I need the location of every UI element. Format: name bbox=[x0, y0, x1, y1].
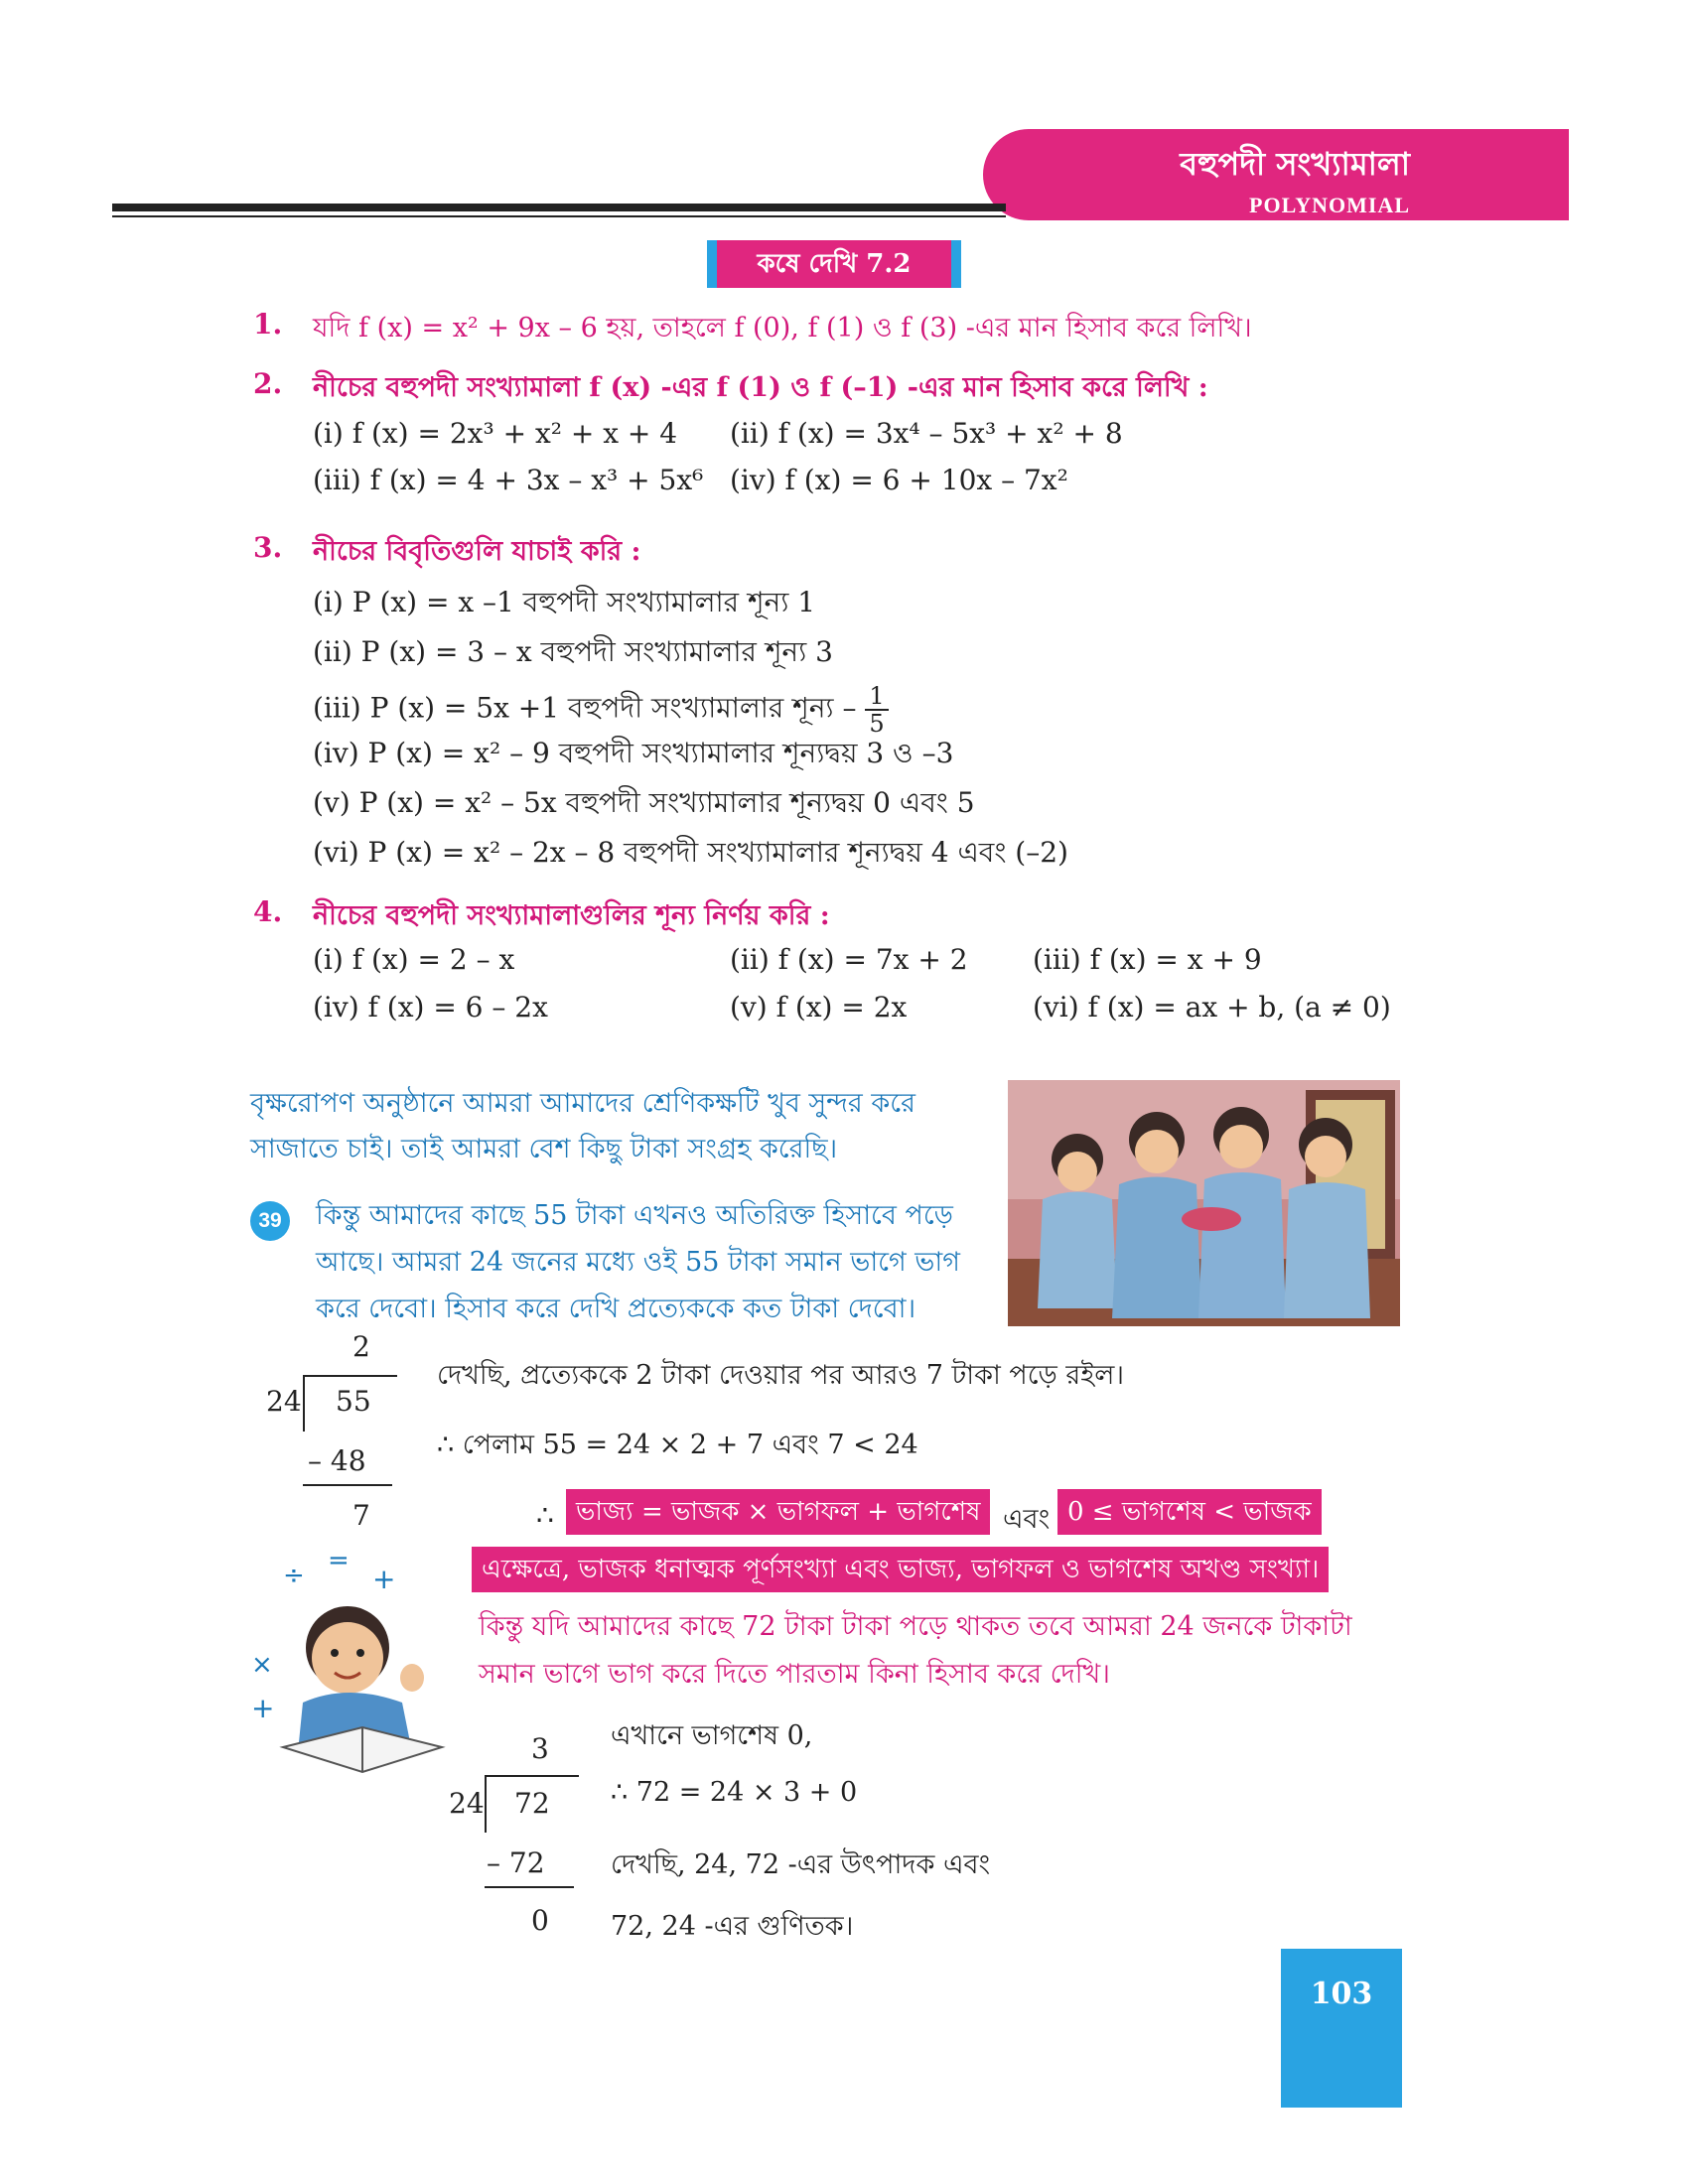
story-line: সাজাতে চাই। তাই আমরা বেশ কিছু টাকা সংগ্রহ করেছি। bbox=[250, 1134, 838, 1164]
q1-text: যদি f (x) = x² + 9x – 6 হয়, তাহলে f (0), f (1) ও f (3) -এর মান হিসাব করে লিখি। bbox=[313, 313, 1252, 343]
q3-item: (v) P (x) = x² – 5x বহুপদী সংখ্যামালার শূন্যদ্বয় 0 এবং 5 bbox=[313, 786, 975, 819]
division1-bracket bbox=[303, 1377, 305, 1432]
q3-item-fraction bbox=[313, 683, 889, 737]
division2-quotient: 3 bbox=[531, 1732, 549, 1765]
q4-item: (iv) f (x) = 6 – 2x bbox=[313, 991, 548, 1024]
q3-item: (i) P (x) = x –1 বহুপদী সংখ্যামালার শূন্য 1 bbox=[313, 586, 816, 618]
q4-item: (iii) f (x) = x + 9 bbox=[1033, 943, 1262, 976]
q2-text: নীচের বহুপদী সংখ্যামালা f (x) -এর f (1) ও f (–1) -এর মান হিসাব করে লিখি : bbox=[313, 372, 1208, 403]
story-line: করে দেবো। হিসাব করে দেখি প্রত্যেককে কত টাকা দেবো। bbox=[316, 1294, 916, 1324]
q3-item: (vi) P (x) = x² – 2x – 8 বহুপদী সংখ্যামালার শূন্যদ্বয় 4 এবং (–2) bbox=[313, 836, 1068, 869]
question-line: সমান ভাগে ভাগ করে দিতে পারতাম কিনা হিসাব করে দেখি। bbox=[479, 1659, 1110, 1690]
division2-divisor: 24 bbox=[449, 1787, 485, 1820]
division2-note: 72, 24 -এর গুণিতক। bbox=[611, 1911, 854, 1942]
q3-item-text: (iii) P (x) = 5x +1 বহুপদী সংখ্যামালার শূন্য – bbox=[313, 691, 857, 725]
division1-bar bbox=[303, 1375, 397, 1377]
header-rule bbox=[112, 204, 1006, 211]
division2-bar bbox=[485, 1775, 579, 1777]
q4-text: নীচের বহুপদী সংখ্যামালাগুলির শূন্য নির্ণয় করি : bbox=[313, 900, 830, 931]
story-line: আছে। আমরা 24 জনের মধ্যে ওই 55 টাকা সমান ভাগে ভাগ bbox=[316, 1247, 960, 1278]
fraction-numerator: 1 bbox=[865, 683, 888, 711]
q4-item: (ii) f (x) = 7x + 2 bbox=[730, 943, 968, 976]
svg-text:×: × bbox=[251, 1650, 273, 1680]
q1-number: 1. bbox=[253, 308, 283, 341]
story-line: বৃক্ষরোপণ অনুষ্ঠানে আমরা আমাদের শ্রেণিকক্ষটি খুব সুন্দর করে bbox=[250, 1088, 915, 1119]
q3-text: নীচের বিবৃতিগুলি যাচাই করি : bbox=[313, 536, 641, 567]
q2-item: (iii) f (x) = 4 + 3x – x³ + 5x⁶ bbox=[313, 464, 704, 496]
division2-bracket bbox=[485, 1777, 487, 1833]
page-number: 103 bbox=[1281, 1949, 1402, 2108]
svg-text:÷: ÷ bbox=[283, 1561, 305, 1590]
boy-reading-illustration bbox=[243, 1544, 472, 1777]
q2-item: (i) f (x) = 2x³ + x² + x + 4 bbox=[313, 417, 678, 450]
svg-text:=: = bbox=[328, 1546, 350, 1575]
q4-item: (vi) f (x) = ax + b, (a ≠ 0) bbox=[1033, 991, 1391, 1024]
division2-subtract: – 72 bbox=[487, 1846, 545, 1879]
rule-box-dividend: ভাজ্য = ভাজক × ভাগফল + ভাগশেষ bbox=[566, 1489, 990, 1535]
fraction-denominator: 5 bbox=[869, 710, 885, 738]
svg-text:+: + bbox=[372, 1563, 396, 1595]
chapter-header bbox=[983, 129, 1569, 220]
q3-item: (ii) P (x) = 3 – x বহুপদী সংখ্যামালার শূন্য 3 bbox=[313, 635, 833, 668]
chapter-title-bn: বহুপদী সংখ্যামালা bbox=[1180, 145, 1410, 183]
header-rule-thin bbox=[112, 215, 1006, 217]
division1-divisor: 24 bbox=[266, 1385, 302, 1418]
division2-underline bbox=[485, 1886, 574, 1888]
division1-note: ∴ পেলাম 55 = 24 × 2 + 7 এবং 7 < 24 bbox=[437, 1430, 918, 1460]
svg-text:+: + bbox=[251, 1692, 275, 1724]
division2-remainder: 0 bbox=[531, 1904, 549, 1937]
rule-box-condition: এক্ষেত্রে, ভাজক ধনাত্মক পূর্ণসংখ্যা এবং ভাজ্য, ভাগফল ও ভাগশেষ অখণ্ড সংখ্যা। bbox=[472, 1547, 1329, 1592]
q2-item: (iv) f (x) = 6 + 10x – 7x² bbox=[730, 464, 1068, 496]
division1-note: দেখছি, প্রত্যেককে 2 টাকা দেওয়ার পর আরও 7 টাকা পড়ে রইল। bbox=[437, 1360, 1125, 1391]
q3-number: 3. bbox=[253, 531, 283, 564]
question-line: কিন্তু যদি আমাদের কাছে 72 টাকা টাকা পড়ে থাকত তবে আমরা 24 জনকে টাকাটা bbox=[479, 1611, 1352, 1642]
division1-subtract: – 48 bbox=[308, 1444, 366, 1477]
therefore-symbol: ∴ bbox=[536, 1499, 554, 1532]
story-line: কিন্তু আমাদের কাছে 55 টাকা এখনও অতিরিক্ত হিসাবে পড়ে bbox=[316, 1200, 953, 1231]
q2-item: (ii) f (x) = 3x⁴ – 5x³ + x² + 8 bbox=[730, 417, 1123, 450]
q4-item: (v) f (x) = 2x bbox=[730, 991, 908, 1024]
q4-item: (i) f (x) = 2 – x bbox=[313, 943, 515, 976]
exercise-title: কষে দেখি 7.2 bbox=[707, 240, 961, 288]
division2-note: দেখছি, 24, 72 -এর উৎপাদক এবং bbox=[611, 1849, 991, 1880]
rule-box-remainder: 0 ≤ ভাগশেষ < ভাজক bbox=[1057, 1489, 1322, 1535]
division1-quotient: 2 bbox=[352, 1330, 370, 1363]
fraction bbox=[865, 683, 888, 737]
division1-dividend: 55 bbox=[336, 1385, 371, 1418]
rule-and: এবং bbox=[1003, 1504, 1051, 1535]
division2-note: এখানে ভাগশেষ 0, bbox=[611, 1720, 813, 1751]
q2-number: 2. bbox=[253, 367, 283, 400]
division1-underline bbox=[303, 1484, 392, 1486]
division2-dividend: 72 bbox=[514, 1787, 550, 1820]
division2-note: ∴ 72 = 24 × 3 + 0 bbox=[611, 1777, 858, 1808]
q4-number: 4. bbox=[253, 895, 283, 928]
students-illustration bbox=[1008, 1080, 1400, 1326]
division1-remainder: 7 bbox=[352, 1499, 370, 1532]
chapter-title-en: POLYNOMIAL bbox=[1249, 193, 1410, 217]
mascot-badge: 39 bbox=[250, 1201, 290, 1241]
q3-item: (iv) P (x) = x² – 9 বহুপদী সংখ্যামালার শূন্যদ্বয় 3 ও –3 bbox=[313, 737, 954, 769]
